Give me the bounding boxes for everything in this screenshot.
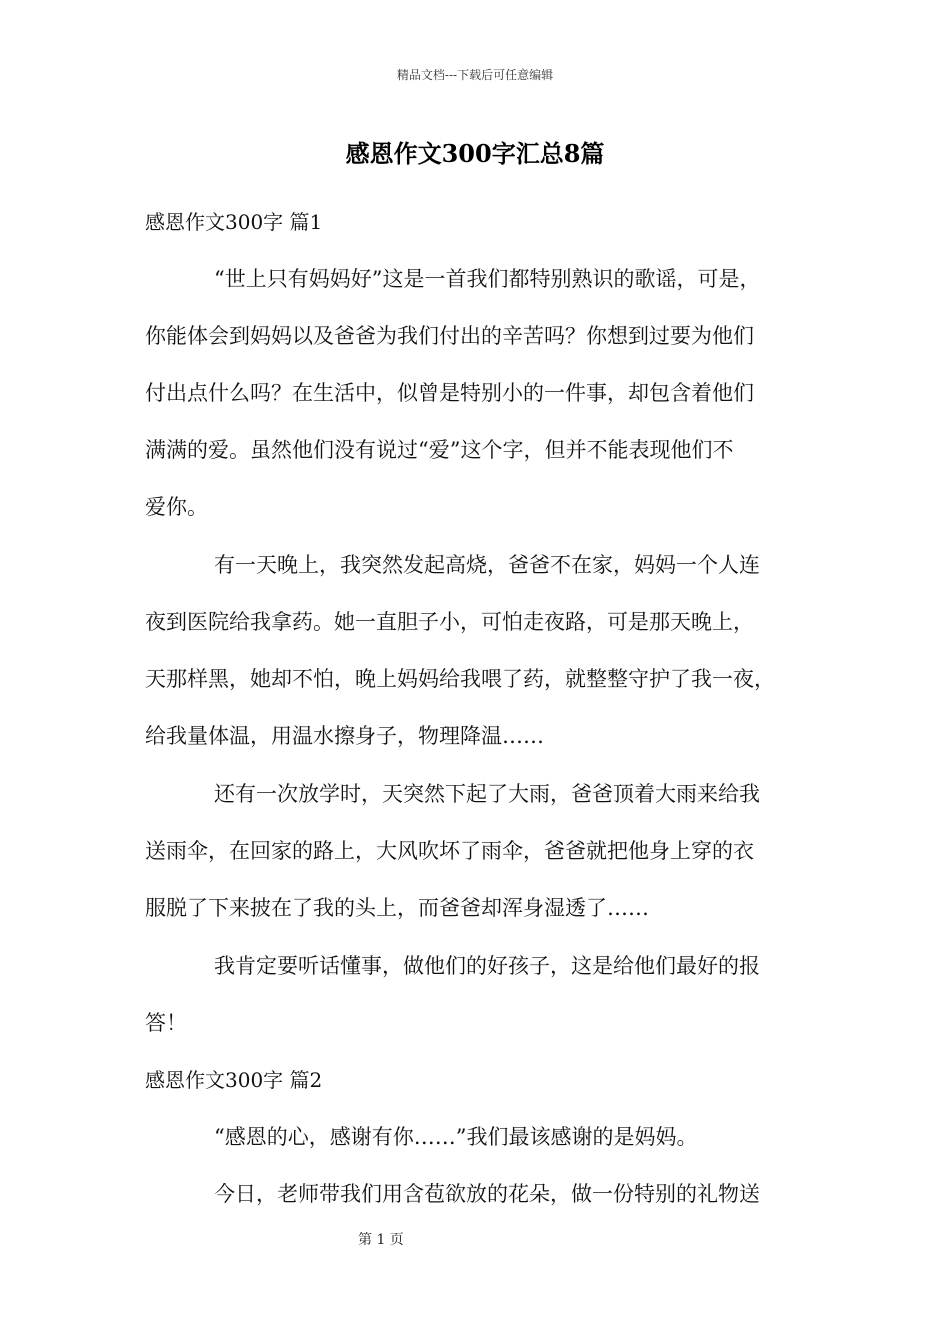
paragraph-line: 满满的爱。虽然他们没有说过“爱”这个字，但并不能表现他们不 (145, 438, 734, 462)
paragraph-line: “感恩的心，感谢有你……”我们最该感谢的是妈妈。 (214, 1125, 698, 1149)
paragraph-line: 我肯定要听话懂事，做他们的好孩子，这是给他们最好的报 (214, 954, 760, 978)
paragraph-line: 答！ (145, 1011, 187, 1035)
page-number: 第 1 页 (358, 1232, 404, 1248)
paragraph-line: 有一天晚上，我突然发起高烧，爸爸不在家，妈妈一个人连 (214, 553, 760, 577)
paragraph-line: 爱你。 (145, 495, 208, 519)
paragraph-line: 夜到医院给我拿药。她一直胆子小，可怕走夜路，可是那天晚上， (145, 610, 754, 634)
section-heading-2: 感恩作文300字 篇2 (145, 1068, 323, 1092)
paragraph-line: 付出点什么吗？在生活中，似曾是特别小的一件事，却包含着他们 (145, 381, 754, 405)
paragraph-line: 还有一次放学时，天突然下起了大雨，爸爸顶着大雨来给我 (214, 782, 760, 806)
paragraph-line: 今日，老师带我们用含苞欲放的花朵，做一份特别的礼物送 (214, 1182, 760, 1206)
paragraph-line: 天那样黑，她却不怕，晚上妈妈给我喂了药，就整整守护了我一夜， (145, 667, 775, 691)
header-note: 精品文档---下载后可任意编辑 (396, 68, 554, 82)
paragraph-line: 给我量体温，用温水擦身子，物理降温…… (145, 724, 544, 748)
section-heading-1: 感恩作文300字 篇1 (145, 210, 323, 234)
paragraph-line: 你能体会到妈妈以及爸爸为我们付出的辛苦吗？你想到过要为他们 (145, 324, 754, 348)
document-title: 感恩作文300字汇总8篇 (345, 139, 605, 168)
paragraph-line: “世上只有妈妈好”这是一首我们都特别熟识的歌谣，可是， (214, 267, 761, 291)
paragraph-line: 送雨伞，在回家的路上，大风吹坏了雨伞，爸爸就把他身上穿的衣 (145, 839, 754, 863)
paragraph-line: 服脱了下来披在了我的头上，而爸爸却浑身湿透了…… (145, 896, 649, 920)
